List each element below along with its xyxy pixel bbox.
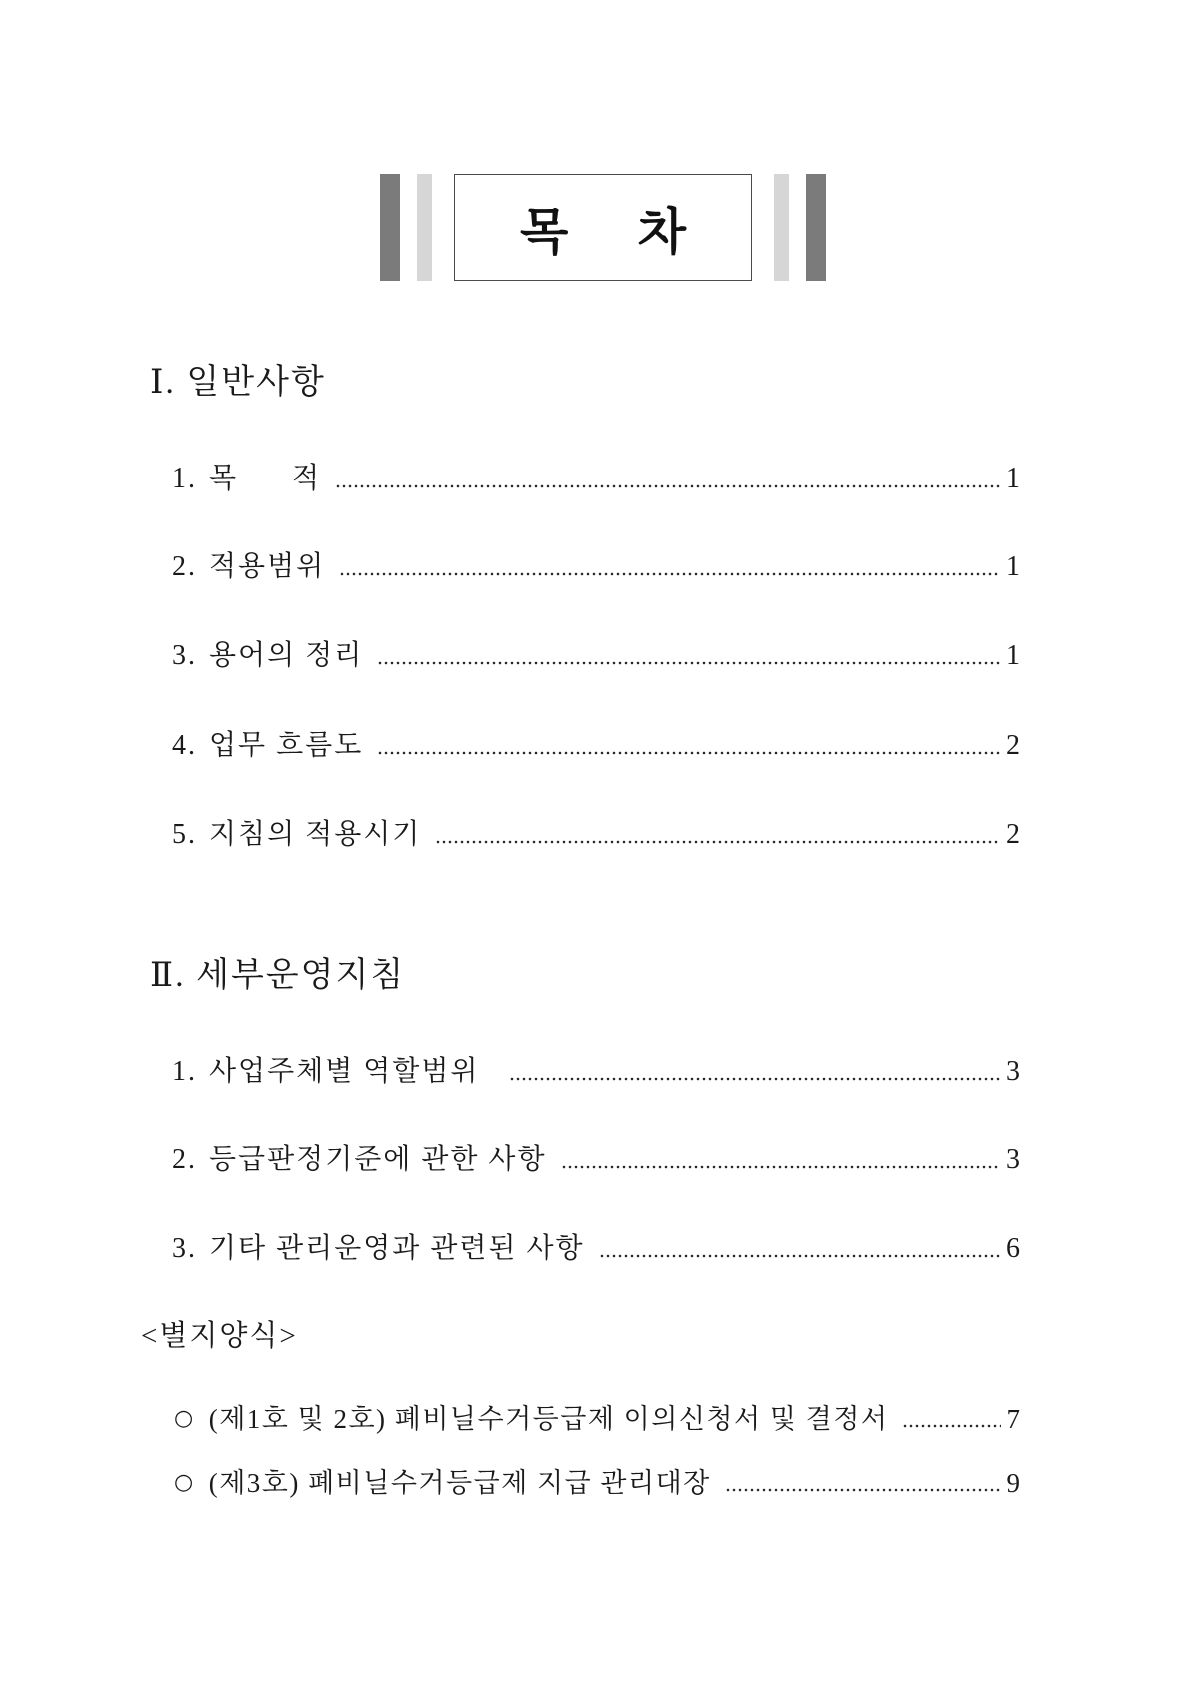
dot-leader: [435, 840, 1000, 844]
toc-item: [172, 548, 1020, 586]
toc-item-label: 업무 흐름도: [209, 730, 364, 761]
toc-item-page-number: 2: [1006, 730, 1020, 761]
appendix-item: [174, 1464, 1020, 1502]
toc-item: [172, 1230, 1020, 1268]
toc-item-page-number: 3: [1006, 1056, 1020, 1087]
toc-item: [172, 1053, 1020, 1091]
dot-leader: [599, 1254, 1000, 1258]
title-bar-light-right: [774, 174, 789, 281]
appendix-item-page-number: 9: [1006, 1468, 1020, 1498]
dot-leader: [561, 1165, 1000, 1169]
appendix-heading: <별지양식>: [141, 1320, 298, 1352]
toc-item: [172, 1141, 1020, 1179]
dot-leader: [902, 1424, 1000, 1428]
toc-item-page-number: 1: [1006, 463, 1020, 494]
toc-item-number: 5.: [172, 819, 197, 850]
dot-leader: [335, 484, 1000, 488]
toc-item-page-number: 2: [1006, 819, 1020, 850]
dot-leader: [509, 1077, 1000, 1081]
appendix-item: [174, 1400, 1020, 1438]
toc-item-label: 목 적: [209, 463, 322, 494]
appendix-item-label: (제3호) 폐비닐수거등급제 지급 관리대장: [208, 1468, 711, 1498]
title-bar-dark-right: [806, 174, 826, 281]
toc-item: [172, 460, 1020, 498]
toc-item-number: 3.: [172, 1233, 197, 1264]
toc-item-label: 지침의 적용시기: [209, 819, 422, 850]
appendix-item-page-number: 7: [1006, 1404, 1020, 1434]
toc-item-number: 1.: [172, 1056, 197, 1087]
toc-item: [172, 727, 1020, 765]
toc-item-label: 기타 관리운영과 관련된 사항: [209, 1233, 585, 1264]
appendix-item-label: (제1호 및 2호) 폐비닐수거등급제 이의신청서 및 결정서: [208, 1404, 889, 1434]
title-bar-dark-left: [380, 174, 400, 281]
circle-bullet-icon: ○: [174, 1470, 195, 1495]
toc-item-label: 사업주체별 역할범위: [209, 1056, 480, 1087]
circle-bullet-icon: ○: [174, 1406, 195, 1431]
toc-item-number: 3.: [172, 640, 197, 671]
dot-leader: [339, 572, 1000, 576]
title-bar-light-left: [417, 174, 432, 281]
toc-item-number: 2.: [172, 1144, 197, 1175]
toc-item-label: 적용범위: [209, 551, 326, 582]
page-title: 목 차: [519, 202, 686, 261]
toc-item-number: 1.: [172, 463, 197, 494]
dot-leader: [377, 751, 1000, 755]
toc-item-page-number: 3: [1006, 1144, 1020, 1175]
toc-item-label: 등급판정기준에 관한 사항: [209, 1144, 547, 1175]
section-heading: Ⅰ. 일반사항: [150, 364, 326, 401]
toc-item-page-number: 1: [1006, 551, 1020, 582]
title-box: [454, 174, 752, 281]
dot-leader: [377, 661, 1000, 665]
toc-item-page-number: 1: [1006, 640, 1020, 671]
toc-item-number: 2.: [172, 551, 197, 582]
section-heading: Ⅱ. 세부운영지침: [150, 957, 406, 994]
dot-leader: [725, 1488, 1001, 1492]
toc-item: [172, 816, 1020, 854]
toc-item-page-number: 6: [1006, 1233, 1020, 1264]
toc-item: [172, 637, 1020, 675]
toc-item-label: 용어의 정리: [209, 640, 364, 671]
toc-item-number: 4.: [172, 730, 197, 761]
